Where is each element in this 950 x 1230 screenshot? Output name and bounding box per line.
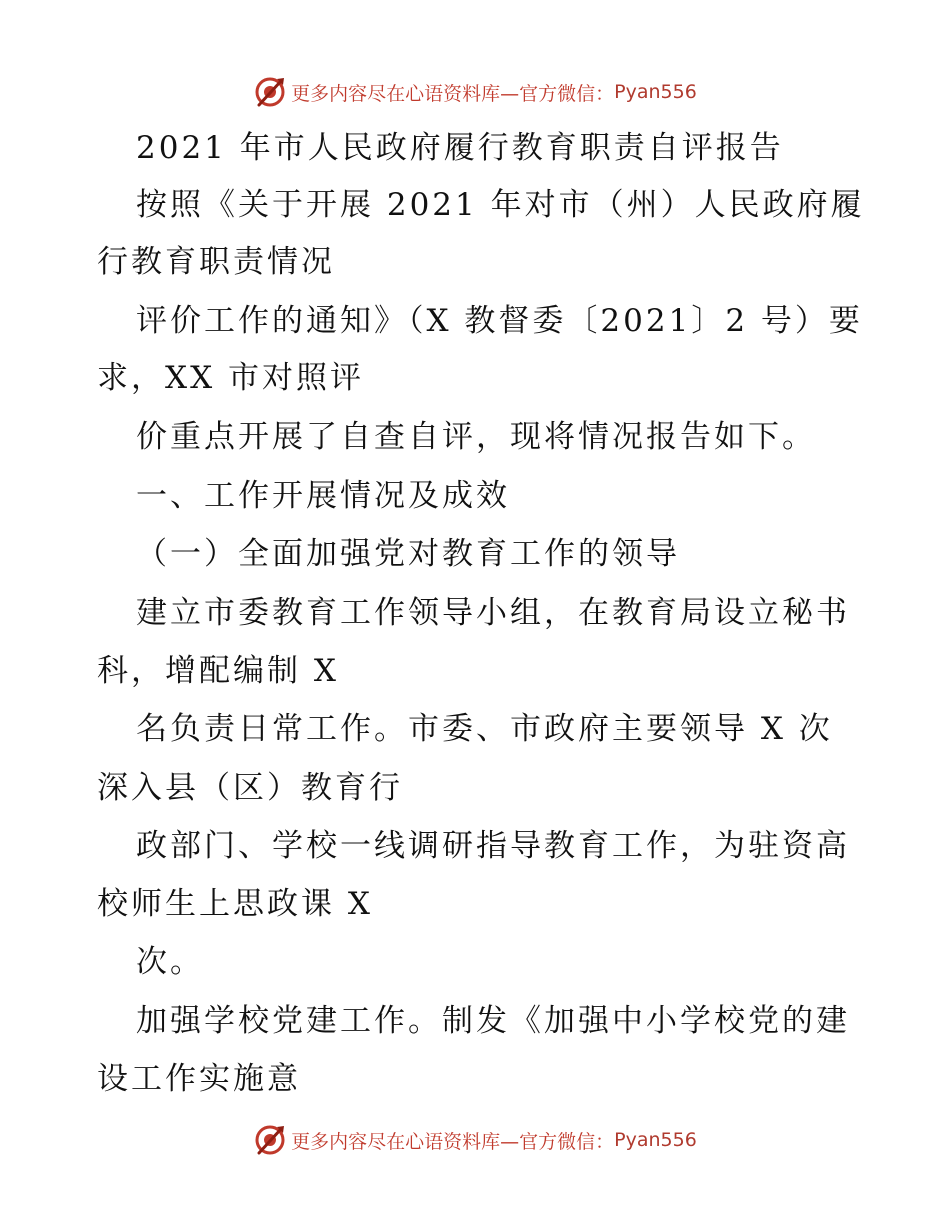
paragraph-line: 行教育职责情况 [97, 244, 335, 280]
watermark-wechat-id: Pyan556 [614, 81, 697, 103]
subsection-heading: （一）全面加强党对教育工作的领导 [136, 536, 680, 572]
paragraph-line: 设工作实施意 [97, 1061, 301, 1097]
paragraph-line: 深入县（区）教育行 [97, 770, 403, 806]
watermark-text: 更多内容尽在心语资料库—官方微信： [291, 1130, 615, 1153]
paragraph-line: 评价工作的通知》（X 教督委〔2021〕2 号）要 [136, 303, 863, 339]
header-watermark [0, 72, 950, 112]
footer-watermark [0, 1120, 950, 1160]
paragraph-line: 建立市委教育工作领导小组，在教育局设立秘书 [136, 595, 850, 631]
paragraph-line: 求，XX 市对照评 [97, 360, 364, 396]
quill-seal-icon [253, 1123, 287, 1157]
paragraph-line: 政部门、学校一线调研指导教育工作，为驻资高 [136, 828, 850, 864]
paragraph-line: 次。 [136, 944, 204, 980]
paragraph-line: 价重点开展了自查自评，现将情况报告如下。 [136, 419, 816, 455]
quill-seal-icon [253, 75, 287, 109]
watermark-wechat-id: Pyan556 [614, 1129, 697, 1151]
paragraph-line: 加强学校党建工作。制发《加强中小学校党的建 [136, 1003, 850, 1039]
document-title: 2021 年市人民政府履行教育职责自评报告 [136, 130, 784, 166]
watermark-text: 更多内容尽在心语资料库—官方微信： [291, 82, 615, 105]
paragraph-line: 名负责日常工作。市委、市政府主要领导 X 次 [136, 711, 833, 747]
section-heading: 一、工作开展情况及成效 [136, 478, 510, 514]
paragraph-line: 科，增配编制 X [97, 653, 339, 689]
paragraph-line: 校师生上思政课 X [97, 886, 373, 922]
paragraph-line: 按照《关于开展 2021 年对市（州）人民政府履 [136, 187, 865, 223]
